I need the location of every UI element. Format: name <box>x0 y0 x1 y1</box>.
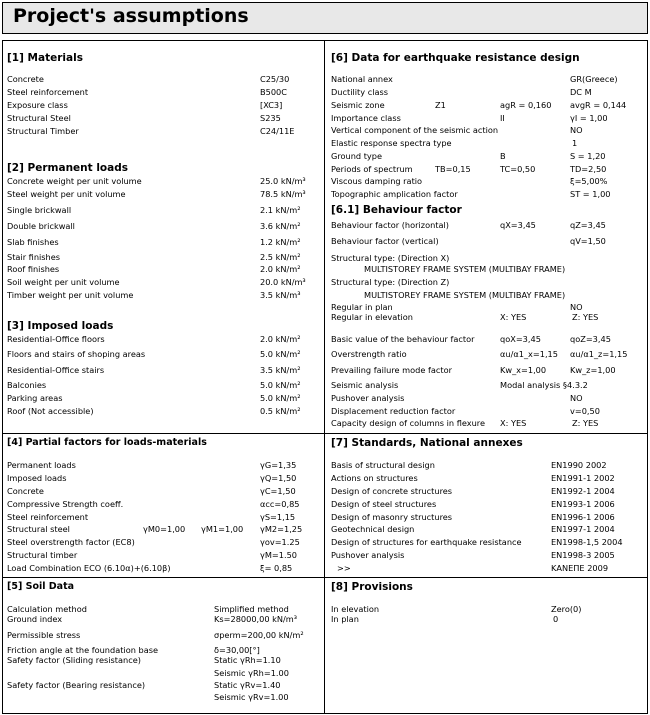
std-value: EN1992-1 2004 <box>551 486 615 496</box>
prov-value: Zero(0) <box>551 604 582 614</box>
materials-label: Exposure class <box>7 100 68 110</box>
bf-value: X: YES <box>500 312 527 322</box>
std-value: ΚΑΝΕΠΕ 2009 <box>551 563 609 573</box>
soil-value: Ks=28000,00 kN/m³ <box>214 614 298 624</box>
standards-heading: [7] Standards, National annexes <box>331 437 523 449</box>
std-label: Design of masonry structures <box>331 512 453 522</box>
partial-extra: γM1=1,00 <box>201 524 244 534</box>
std-label: Design of structures for earthquake resistance <box>331 537 522 547</box>
soil-heading: [5] Soil Data <box>7 581 75 592</box>
std-value: EN1993-1 2006 <box>551 499 615 509</box>
imposed-value: 5.0 kN/m² <box>260 349 301 359</box>
partial-label: Imposed loads <box>7 473 67 483</box>
permanent-value: 3.6 kN/m² <box>260 221 301 231</box>
materials-value: B500C <box>260 87 287 97</box>
std-label: Geotechnical design <box>331 524 415 534</box>
partial-extra: γM0=1,00 <box>143 524 186 534</box>
eq-label: Periods of spectrum <box>331 164 413 174</box>
bf-label: Overstrength ratio <box>331 349 407 359</box>
permanent-label: Single brickwall <box>7 205 72 215</box>
bf-value: qoX=3,45 <box>500 334 541 344</box>
soil-value: Static γRh=1.10 <box>214 655 281 665</box>
partial-label: Compressive Strength coeff. <box>7 499 124 509</box>
eq-value: agR = 0,160 <box>500 100 552 110</box>
bf-value: MULTISTOREY FRAME SYSTEM (MULTIBAY FRAME) <box>364 264 566 274</box>
prov-label: In plan <box>331 614 359 624</box>
permanent-label: Soil weight per unit volume <box>7 277 120 287</box>
soil-value: δ=30,00[°] <box>214 645 260 655</box>
partial-value: γG=1,35 <box>260 460 297 470</box>
eq-label: Seismic zone <box>331 100 385 110</box>
std-value: EN1991-1 2002 <box>551 473 615 483</box>
imposed-value: 3.5 kN/m² <box>260 365 301 375</box>
materials-value: [XC3] <box>260 100 283 110</box>
eq-label: Viscous damping ratio <box>331 176 423 186</box>
bf-value: NO <box>570 302 583 312</box>
imposed-label: Residential-Office floors <box>7 334 105 344</box>
soil-label: Safety factor (Sliding resistance) <box>7 655 141 665</box>
permanent-label: Roof finishes <box>7 264 60 274</box>
eq-label: Elastic response spectra type <box>331 138 452 148</box>
partial-value: γC=1,50 <box>260 486 296 496</box>
std-value: EN1997-1 2004 <box>551 524 615 534</box>
materials-value: C25/30 <box>260 74 290 84</box>
soil-value: Seismic γRv=1.00 <box>214 692 289 702</box>
permanent-value: 25.0 kN/m³ <box>260 176 306 186</box>
provisions-heading: [8] Provisions <box>331 581 413 593</box>
bf-value: Z: YES <box>572 312 599 322</box>
permanent-value: 2.5 kN/m² <box>260 252 301 262</box>
imposed-value: 2.0 kN/m² <box>260 334 301 344</box>
std-label: Design of concrete structures <box>331 486 453 496</box>
eq-value: ξ=5,00% <box>570 176 608 186</box>
prov-value: 0 <box>553 614 559 624</box>
partial-label: Structural timber <box>7 550 78 560</box>
materials-heading: [1] Materials <box>7 52 83 64</box>
soil-label: Permissible stress <box>7 630 81 640</box>
bf-label: Structural type: (Direction Z) <box>331 277 450 287</box>
std-value: EN1998-1,5 2004 <box>551 537 623 547</box>
soil-value: σperm=200,00 kN/m² <box>214 630 304 640</box>
partial-label: Steel overstrength factor (EC8) <box>7 537 135 547</box>
partial-value: γM=1.50 <box>260 550 297 560</box>
imposed-label: Parking areas <box>7 393 63 403</box>
bf-value: v=0,50 <box>570 406 600 416</box>
eq-label: Importance class <box>331 113 401 123</box>
permanent-value: 20.0 kN/m³ <box>260 277 306 287</box>
bf-value: NO <box>570 393 583 403</box>
std-label: Design of steel structures <box>331 499 437 509</box>
page-title: Project's assumptions <box>13 5 249 27</box>
eq-value: B <box>500 151 506 161</box>
bf-value: Kw_z=1,00 <box>570 365 616 375</box>
partial-value: αcc=0,85 <box>260 499 300 509</box>
materials-label: Steel reinforcement <box>7 87 89 97</box>
imposed-label: Balconies <box>7 380 47 390</box>
bf-label: Displacement reduction factor <box>331 406 456 416</box>
permanent-value: 2.0 kN/m² <box>260 264 301 274</box>
partial-heading: [4] Partial factors for loads-materials <box>7 437 207 448</box>
bf-value: X: YES <box>500 418 527 428</box>
page-header <box>2 2 648 34</box>
std-label: >> <box>337 563 351 573</box>
eq-value: avgR = 0,144 <box>570 100 627 110</box>
eq-value: Z1 <box>435 100 446 110</box>
eq-label: Ground type <box>331 151 383 161</box>
bf-value: qV=1,50 <box>570 236 606 246</box>
eq-label: Topographic amplication factor <box>331 189 458 199</box>
eq-label: Vertical component of the seismic action <box>331 125 499 135</box>
imposed-value: 5.0 kN/m² <box>260 393 301 403</box>
permanent-label: Steel weight per unit volume <box>7 189 126 199</box>
imposed-value: 5.0 kN/m² <box>260 380 301 390</box>
std-label: Actions on structures <box>331 473 418 483</box>
soil-label: Friction angle at the foundation base <box>7 645 159 655</box>
bf-label: Prevailing failure mode factor <box>331 365 452 375</box>
eq-value: 1 <box>572 138 578 148</box>
materials-label: Structural Timber <box>7 126 79 136</box>
imposed-label: Floors and stairs of shoping areas <box>7 349 146 359</box>
std-label: Pushover analysis <box>331 550 405 560</box>
partial-value: γM2=1,25 <box>260 524 303 534</box>
eq-label: National annex <box>331 74 393 84</box>
bf-value: αu/α1_x=1,15 <box>500 349 558 359</box>
bf-value: qZ=3,45 <box>570 220 606 230</box>
partial-label: Structural steel <box>7 524 70 534</box>
bf-label: Pushover analysis <box>331 393 405 403</box>
std-value: EN1996-1 2006 <box>551 512 615 522</box>
materials-value: C24/11E <box>260 126 295 136</box>
bf-label: Structural type: (Direction X) <box>331 253 450 263</box>
behaviour-heading: [6.1] Behaviour factor <box>331 204 462 216</box>
eq-value: γI = 1,00 <box>570 113 608 123</box>
bf-label: Behaviour factor (horizontal) <box>331 220 449 230</box>
eq-value: TC=0,50 <box>500 164 536 174</box>
bf-label: Basic value of the behaviour factor <box>331 334 475 344</box>
eq-value: DC M <box>570 87 592 97</box>
partial-value: γS=1,15 <box>260 512 296 522</box>
permanent-label: Double brickwall <box>7 221 75 231</box>
bf-label: Capacity design of columns in flexure <box>331 418 486 428</box>
bf-value: qX=3,45 <box>500 220 536 230</box>
eq-value: S = 1,20 <box>570 151 606 161</box>
soil-value: Simplified method <box>214 604 289 614</box>
partial-value: ξ= 0,85 <box>260 563 293 573</box>
bf-label: Seismic analysis <box>331 380 399 390</box>
soil-label: Ground index <box>7 614 63 624</box>
imposed-label: Residential-Office stairs <box>7 365 105 375</box>
materials-label: Concrete <box>7 74 44 84</box>
imposed-value: 0.5 kN/m² <box>260 406 301 416</box>
bf-label: Regular in elevation <box>331 312 413 322</box>
permanent-value: 2.1 kN/m² <box>260 205 301 215</box>
bf-value: Z: YES <box>572 418 599 428</box>
earthquake-heading: [6] Data for earthquake resistance design <box>331 52 580 64</box>
divider-row1 <box>2 433 648 434</box>
soil-value: Seismic γRh=1.00 <box>214 668 289 678</box>
bf-value: Kw_x=1,00 <box>500 365 547 375</box>
permanent-value: 3.5 kN/m³ <box>260 290 301 300</box>
bf-value: αu/α1_z=1,15 <box>570 349 628 359</box>
soil-label: Calculation method <box>7 604 87 614</box>
materials-label: Structural Steel <box>7 113 71 123</box>
permanent-label: Concrete weight per unit volume <box>7 176 142 186</box>
imposed-heading: [3] Imposed loads <box>7 320 114 332</box>
soil-label: Safety factor (Bearing resistance) <box>7 680 146 690</box>
std-label: Basis of structural design <box>331 460 435 470</box>
std-value: EN1998-3 2005 <box>551 550 615 560</box>
bf-value: Modal analysis §4.3.2 <box>500 380 588 390</box>
bf-value: MULTISTOREY FRAME SYSTEM (MULTIBAY FRAME) <box>364 290 566 300</box>
divider-row2 <box>2 577 648 578</box>
bf-value: qoZ=3,45 <box>570 334 611 344</box>
materials-value: S235 <box>260 113 281 123</box>
partial-value: γQ=1,50 <box>260 473 297 483</box>
imposed-label: Roof (Not accessible) <box>7 406 94 416</box>
eq-value: TB=0,15 <box>435 164 471 174</box>
permanent-label: Timber weight per unit volume <box>7 290 134 300</box>
eq-value: TD=2,50 <box>570 164 607 174</box>
eq-value: ST = 1,00 <box>570 189 611 199</box>
column-divider <box>324 40 325 714</box>
bf-label: Behaviour factor (vertical) <box>331 236 439 246</box>
soil-value: Static γRv=1.40 <box>214 680 281 690</box>
permanent-value: 1.2 kN/m² <box>260 237 301 247</box>
permanent-heading: [2] Permanent loads <box>7 162 128 174</box>
partial-label: Load Combination ECO (6.10α)+(6.10β) <box>7 563 171 573</box>
prov-label: In elevation <box>331 604 380 614</box>
permanent-label: Slab finishes <box>7 237 59 247</box>
partial-label: Permanent loads <box>7 460 76 470</box>
std-value: EN1990 2002 <box>551 460 607 470</box>
eq-label: Ductility class <box>331 87 389 97</box>
partial-value: γov=1.25 <box>260 537 300 547</box>
eq-value: NO <box>570 125 583 135</box>
permanent-value: 78.5 kN/m³ <box>260 189 306 199</box>
eq-value: GR(Greece) <box>570 74 618 84</box>
bf-label: Regular in plan <box>331 302 393 312</box>
eq-value: II <box>500 113 505 123</box>
permanent-label: Stair finishes <box>7 252 61 262</box>
partial-label: Concrete <box>7 486 44 496</box>
partial-label: Steel reinforcement <box>7 512 89 522</box>
